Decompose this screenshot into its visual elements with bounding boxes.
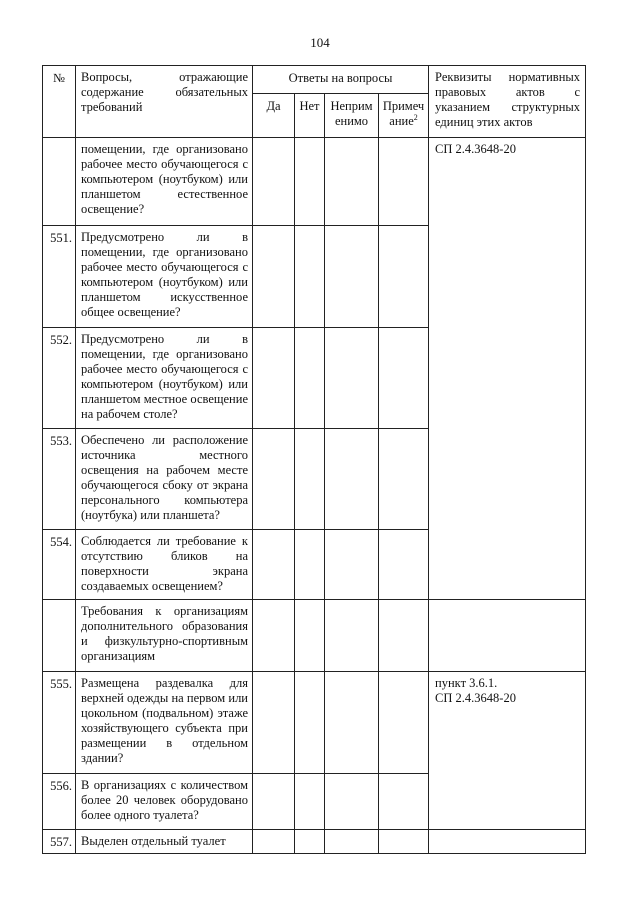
table-row [43,672,586,774]
answer-note-cell[interactable] [379,774,429,830]
answer-no-cell[interactable] [295,774,325,830]
answer-na-cell[interactable] [325,226,379,328]
row-question: Соблюдается ли требование к отсутствию бликов на поверхности экрана создаваемых освещением? [76,530,253,600]
answer-no-cell[interactable] [295,530,325,600]
answer-yes-cell[interactable] [253,774,295,830]
row-number [43,138,76,226]
row-number: 551. [43,226,76,328]
refs-cell-empty [429,600,586,672]
answer-note-cell[interactable] [379,830,429,854]
row-question: Предусмотрено ли в помещении, где организовано рабочее место обучающегося с компьютером (ноутбуком) или планшетом искусственное общее освещение? [76,226,253,328]
refs-cell-2 [429,672,586,830]
requirements-table [42,65,586,854]
header-num: № [43,66,76,138]
row-question: помещении, где организовано рабочее место обучающегося с компьютером (ноутбуком) или планшетом естественное освещение? [76,138,253,226]
answer-yes-cell[interactable] [253,138,295,226]
refs-clause: пункт 3.6.1. [435,676,498,690]
answer-yes-cell [253,600,295,672]
section-title: Требования к организациям дополнительного образования и физкультурно-спортивным организациям [76,600,253,672]
row-number: 553. [43,429,76,530]
section-row [43,600,586,672]
answer-note-cell[interactable] [379,328,429,429]
row-number: 552. [43,328,76,429]
answer-note-cell[interactable] [379,672,429,774]
row-number [43,600,76,672]
table-row [43,830,586,854]
answer-note-cell[interactable] [379,530,429,600]
header-questions: Вопросы, отражающие содержание обязательных требований [76,66,253,138]
header-answer-na: Неприм енимо [325,94,379,138]
answer-na-cell[interactable] [325,328,379,429]
page-number: 104 [310,35,330,50]
answer-na-cell[interactable] [325,429,379,530]
answer-na-cell[interactable] [325,774,379,830]
answer-na-cell[interactable] [325,672,379,774]
header-answer-yes: Да [253,94,295,138]
header-answer-note [379,94,429,138]
answer-yes-cell[interactable] [253,830,295,854]
header-answer-note-label: Примеч ание [382,99,425,128]
answer-na-cell[interactable] [325,138,379,226]
row-number: 557. [43,830,76,854]
answer-yes-cell[interactable] [253,226,295,328]
answer-no-cell[interactable] [295,138,325,226]
row-number: 554. [43,530,76,600]
answer-yes-cell[interactable] [253,328,295,429]
header-refs: Реквизиты нормативных правовых актов с указанием структурных единиц этих актов [429,66,586,138]
refs-doc: СП 2.4.3648-20 [435,691,516,705]
answer-no-cell[interactable] [295,830,325,854]
row-number: 556. [43,774,76,830]
answer-no-cell[interactable] [295,429,325,530]
answer-note-cell[interactable] [379,429,429,530]
refs-cell-1: СП 2.4.3648-20 [429,138,586,600]
row-question: Обеспечено ли расположение источника местного освещения на рабочем месте обучающегося сбоку от экрана персонального компьютера (ноутбука) или планшета? [76,429,253,530]
header-answer-note-sup: 2 [413,112,418,122]
answer-note-cell[interactable] [379,226,429,328]
answer-no-cell[interactable] [295,328,325,429]
header-answer-no: Нет [295,94,325,138]
answer-yes-cell[interactable] [253,429,295,530]
answer-na-cell[interactable] [325,830,379,854]
table-row [43,138,586,226]
answer-yes-cell[interactable] [253,530,295,600]
answer-no-cell[interactable] [295,672,325,774]
answer-no-cell[interactable] [295,226,325,328]
refs-cell-empty [429,830,586,854]
answer-note-cell [379,600,429,672]
answer-yes-cell[interactable] [253,672,295,774]
answer-no-cell [295,600,325,672]
row-question: Размещена раздевалка для верхней одежды на первом или цокольном (подвальном) этаже хозяйствующего субъекта при размещении в отдельном здании? [76,672,253,774]
row-question: В организациях с количеством более 20 человек оборудовано более одного туалета? [76,774,253,830]
row-question: Выделен отдельный туалет [76,830,253,854]
answer-na-cell[interactable] [325,530,379,600]
answer-note-cell[interactable] [379,138,429,226]
row-number: 555. [43,672,76,774]
header-answers-group: Ответы на вопросы [253,66,429,94]
answer-na-cell [325,600,379,672]
row-question: Предусмотрено ли в помещении, где организовано рабочее место обучающегося с компьютером (ноутбуком) или планшетом местное освещение на рабочем столе? [76,328,253,429]
